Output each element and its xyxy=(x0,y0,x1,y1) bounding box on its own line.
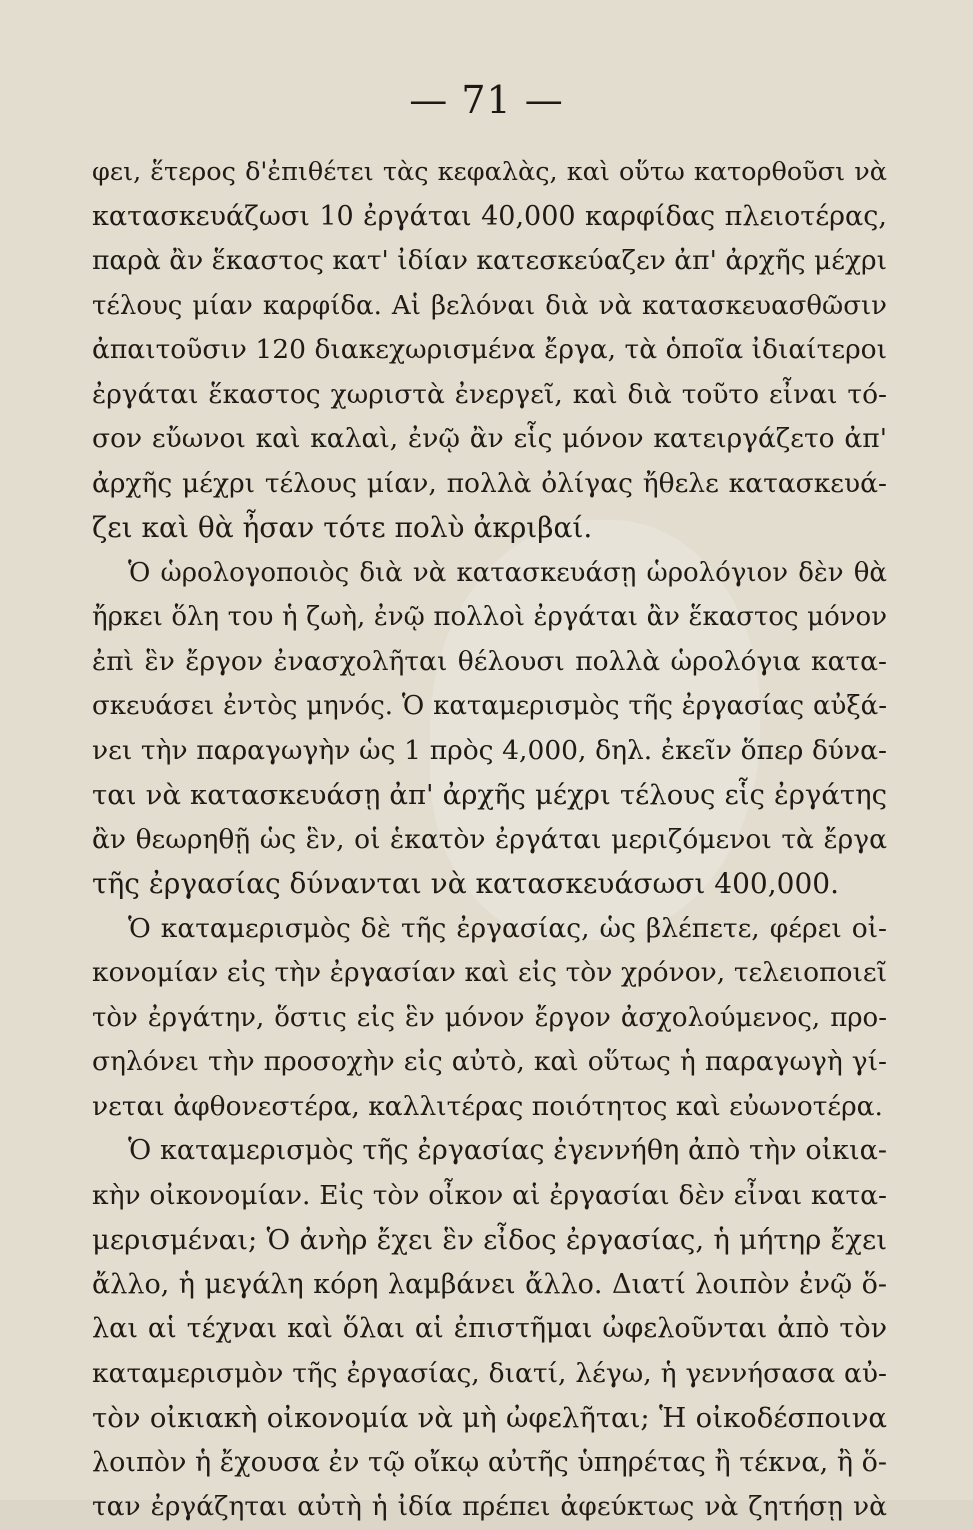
text-line: καταμερισμὸν τῆς ἐργασίας, διατί, λέγω, ἡ γεννήσασα αὐ- xyxy=(92,1357,887,1389)
text-line: τὸν ἐργάτην, ὅστις εἰς ἓν μόνον ἔργον ἀσχολούμενος, προ- xyxy=(92,1002,887,1033)
text-line: σκευάσει ἐντὸς μηνός. Ὁ καταμερισμὸς τῆς ἐργασίας αὐξά- xyxy=(92,691,887,721)
text-line: ἂν θεωρηθῇ ὡς ἓν, οἱ ἑκατὸν ἐργάται μεριζόμενοι τὰ ἔργα xyxy=(92,823,887,855)
text-line: ἐπὶ ἓν ἔργον ἐνασχολῆται θέλουσι πολλὰ ὡρολόγια κατα- xyxy=(92,645,887,677)
text-line: παρὰ ἂν ἕκαστος κατ' ἰδίαν κατεσκεύαζεν ἀπ' ἀρχῆς μέχρι xyxy=(92,245,887,276)
text-line: σον εὔωνοι καὶ καλαὶ, ἐνῷ ἂν εἷς μόνον κατειργάζετο ἀπ' xyxy=(92,423,887,454)
text-line: μερισμέναι; Ὁ ἀνὴρ ἔχει ἓν εἶδος ἐργασίας, ἡ μήτηρ ἔχει xyxy=(92,1224,887,1256)
text-line: κονομίαν εἰς τὴν ἐργασίαν καὶ εἰς τὸν χρόνον, τελειοποιεῖ xyxy=(92,957,887,988)
text-line: ταν ἐργάζηται αὐτὴ ἡ ἰδία πρέπει ἀφεύκτως νὰ ζητήσῃ νὰ xyxy=(92,1491,887,1522)
page-number: — 71 — xyxy=(409,78,564,122)
text-line: λοιπὸν ἡ ἔχουσα ἐν τῷ οἴκῳ αὐτῆς ὑπηρέτας ἢ τέκνα, ἢ ὅ- xyxy=(92,1446,887,1478)
text-line: τὸν οἰκιακὴ οἰκονομία νὰ μὴ ὠφελῆται; Ἡ οἰκοδέσποινα xyxy=(92,1402,887,1434)
text-line: κατασκευάζωσι 10 ἐργάται 40,000 καρφίδας πλειοτέρας, xyxy=(92,200,887,232)
text-line: σηλόνει τὴν προσοχὴν εἰς αὐτὸ, καὶ οὕτως ἡ παραγωγὴ γί- xyxy=(92,1046,887,1077)
text-line: τέλους μίαν καρφίδα. Αἱ βελόναι διὰ νὰ κατασκευασθῶσιν xyxy=(92,290,887,321)
text-line: ἄλλο, ἡ μεγάλη κόρη λαμβάνει ἄλλο. Διατί λοιπὸν ἐνῷ ὅ- xyxy=(92,1268,887,1300)
text-line: ἐργάται ἕκαστος χωριστὰ ἐνεργεῖ, καὶ διὰ τοῦτο εἶναι τό- xyxy=(92,378,887,410)
text-line: νει τὴν παραγωγὴν ὡς 1 πρὸς 4,000, δηλ. ἐκεῖν ὅπερ δύνα- xyxy=(92,734,887,766)
text-line: λαι αἱ τέχναι καὶ ὅλαι αἱ ἐπιστῆμαι ὠφελοῦνται ἀπὸ τὸν xyxy=(92,1313,887,1344)
text-line: ἀπαιτοῦσιν 120 διακεχωρισμένα ἔργα, τὰ ὁποῖα ἰδιαίτεροι xyxy=(92,334,887,365)
text-line: φει, ἕτερος δ'ἐπιθέτει τὰς κεφαλὰς, καὶ οὕτω κατορθοῦσι νὰ xyxy=(92,157,887,187)
text-line: Ὁ καταμερισμὸς τῆς ἐργασίας ἐγεννήθη ἀπὸ τὴν οἰκια- xyxy=(128,1135,887,1166)
body-text xyxy=(92,150,887,1530)
text-line: Ὁ ὡρολογοποιὸς διὰ νὰ κατασκευάσῃ ὡρολόγιον δὲν θὰ xyxy=(128,557,887,588)
text-line: ἤρκει ὅλη του ἡ ζωὴ, ἐνῷ πολλοὶ ἐργάται ἂν ἕκαστος μόνον xyxy=(92,602,887,632)
text-line: ται νὰ κατασκευάσῃ ἀπ' ἀρχῆς μέχρι τέλους εἷς ἐργάτης xyxy=(92,779,887,811)
text-line: τῆς ἐργασίας δύνανται νὰ κατασκευάσωσι 400,000. xyxy=(92,867,839,900)
text-line: νεται ἀφθονεστέρα, καλλιτέρας ποιότητος καὶ εὐωνοτέρα. xyxy=(92,1090,883,1122)
text-line: ἀρχῆς μέχρι τέλους μίαν, πολλὰ ὀλίγας ἤθελε κατασκευά- xyxy=(92,467,887,499)
text-line: Ὁ καταμερισμὸς δὲ τῆς ἐργασίας, ὡς βλέπετε, φέρει οἰ- xyxy=(128,912,887,944)
text-line: ζει καὶ θὰ ἦσαν τότε πολὺ ἀκριβαί. xyxy=(92,511,593,544)
text-line: κὴν οἰκονομίαν. Εἰς τὸν οἶκον αἱ ἐργασίαι δὲν εἶναι κατα- xyxy=(92,1179,887,1211)
